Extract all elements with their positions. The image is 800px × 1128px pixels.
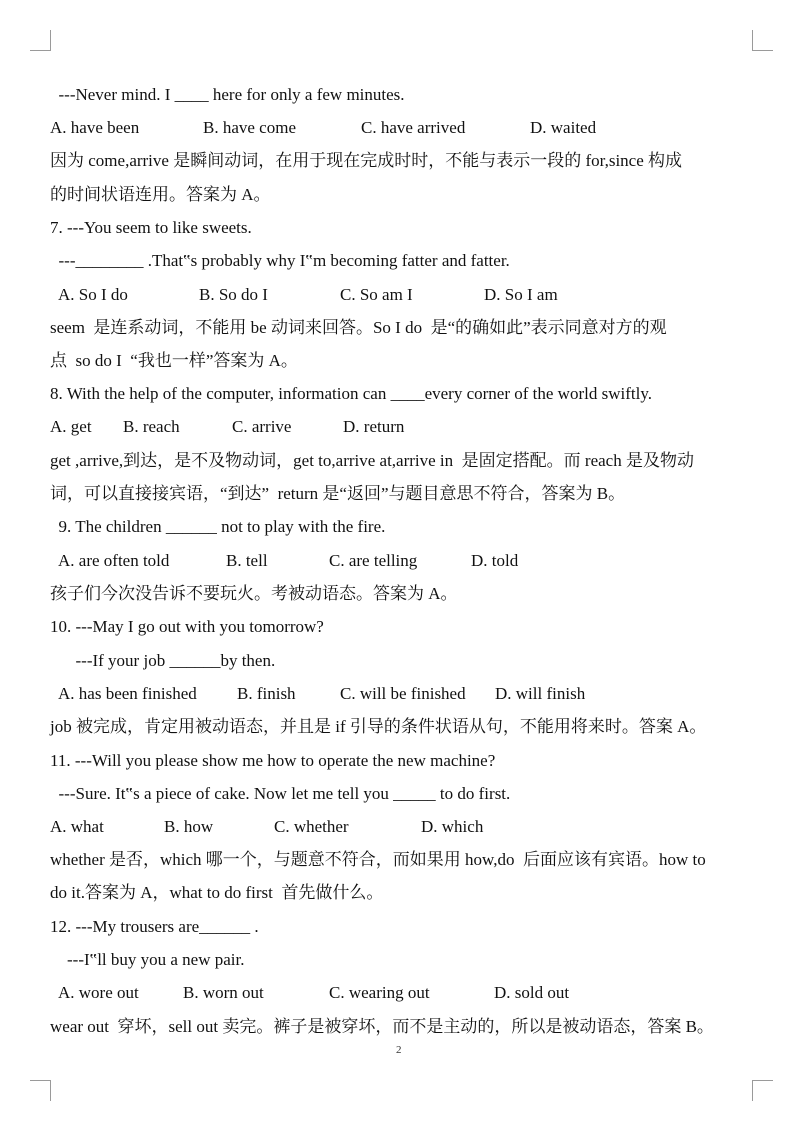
q7-option-b: B. So do I — [199, 285, 268, 304]
q6-option-d: D. waited — [530, 118, 597, 137]
q9-option-a: A. are often told — [58, 551, 170, 570]
q10-option-a: A. has been finished — [58, 684, 197, 703]
q10-option-b: B. finish — [237, 684, 296, 703]
q7-option-d: D. So I am — [484, 285, 558, 304]
q11-question: 11. ---Will you please show me how to operate the new machine? — [50, 751, 496, 770]
q6-option-c: C. have arrived — [361, 118, 466, 137]
q6-explanation-1: 因为 come,arrive 是瞬间动词，在用于现在完成时时，不能与表示一段的 for,since 构成 — [50, 151, 683, 170]
q6-option-b: B. have come — [203, 118, 296, 137]
q6-option-a: A. have been — [50, 118, 140, 137]
q11-option-a: A. what — [50, 817, 104, 836]
q11-option-c: C. whether — [274, 817, 349, 836]
crop-mark-bottom-left — [30, 1080, 51, 1101]
q8-option-a: A. get — [50, 417, 92, 436]
page-number: 2 — [396, 1044, 402, 1056]
q7-option-c: C. So am I — [340, 285, 413, 304]
crop-mark-bottom-right — [752, 1080, 773, 1101]
crop-mark-top-right — [752, 30, 773, 51]
q9-option-b: B. tell — [226, 551, 268, 570]
q8-explanation-2: 词，可以直接接宾语，“到达” return 是“返回”与题目意思不符合，答案为 B。 — [50, 484, 626, 503]
q12-option-d: D. sold out — [494, 983, 570, 1002]
q12-option-b: B. worn out — [183, 983, 264, 1002]
q8-option-c: C. arrive — [232, 417, 292, 436]
q10-question: 10. ---May I go out with you tomorrow? — [50, 617, 324, 636]
q6-dialog-line: ---Never mind. I ____ here for only a few minutes. — [50, 85, 405, 104]
q7-response: ---________ .That‟s probably why I‟m becoming fatter and fatter. — [50, 251, 510, 270]
q7-option-a: A. So I do — [58, 285, 128, 304]
q10-option-d: D. will finish — [495, 684, 586, 703]
q8-question: 8. With the help of the computer, information can ____every corner of the world swiftly. — [50, 384, 652, 403]
q11-option-d: D. which — [421, 817, 484, 836]
q11-response: ---Sure. It‟s a piece of cake. Now let me tell you _____ to do first. — [50, 784, 511, 803]
q7-explanation-1: seem 是连系动词，不能用 be 动词来回答。So I do 是“的确如此”表示同意对方的观 — [50, 318, 667, 337]
q11-explanation-1: whether 是否，which 哪一个，与题意不符合，而如果用 how,do 后面应该有宾语。how to — [50, 850, 706, 869]
q12-explanation: wear out 穿坏，sell out 卖完。裤子是被穿坏，而不是主动的，所以是被动语态，答案 B。 — [50, 1017, 714, 1036]
q12-response: ---I‟ll buy you a new pair. — [50, 950, 245, 969]
q12-option-a: A. wore out — [58, 983, 139, 1002]
q7-question: 7. ---You seem to like sweets. — [50, 218, 252, 237]
q8-option-d: D. return — [343, 417, 405, 436]
q11-explanation-2: do it.答案为 A，what to do first 首先做什么。 — [50, 883, 384, 902]
q8-explanation-1: get ,arrive,到达，是不及物动词，get to,arrive at,arrive in 是固定搭配。而 reach 是及物动 — [50, 451, 694, 470]
q9-option-c: C. are telling — [329, 551, 418, 570]
q6-explanation-2: 的时间状语连用。答案为 A。 — [50, 185, 271, 204]
q11-option-b: B. how — [164, 817, 214, 836]
q10-option-c: C. will be finished — [340, 684, 466, 703]
q10-response: ---If your job ______by then. — [50, 651, 276, 670]
q9-option-d: D. told — [471, 551, 519, 570]
q12-question: 12. ---My trousers are______ . — [50, 917, 259, 936]
q9-explanation: 孩子们今次没告诉不要玩火。考被动语态。答案为 A。 — [50, 584, 458, 603]
q7-explanation-2: 点 so do I “我也一样”答案为 A。 — [50, 351, 298, 370]
q10-explanation: job 被完成，肯定用被动语态，并且是 if 引导的条件状语从句，不能用将来时。答案 A。 — [50, 717, 707, 736]
q9-question: 9. The children ______ not to play with the fire. — [50, 517, 386, 536]
q12-option-c: C. wearing out — [329, 983, 430, 1002]
q8-option-b: B. reach — [123, 417, 180, 436]
crop-mark-top-left — [30, 30, 51, 51]
